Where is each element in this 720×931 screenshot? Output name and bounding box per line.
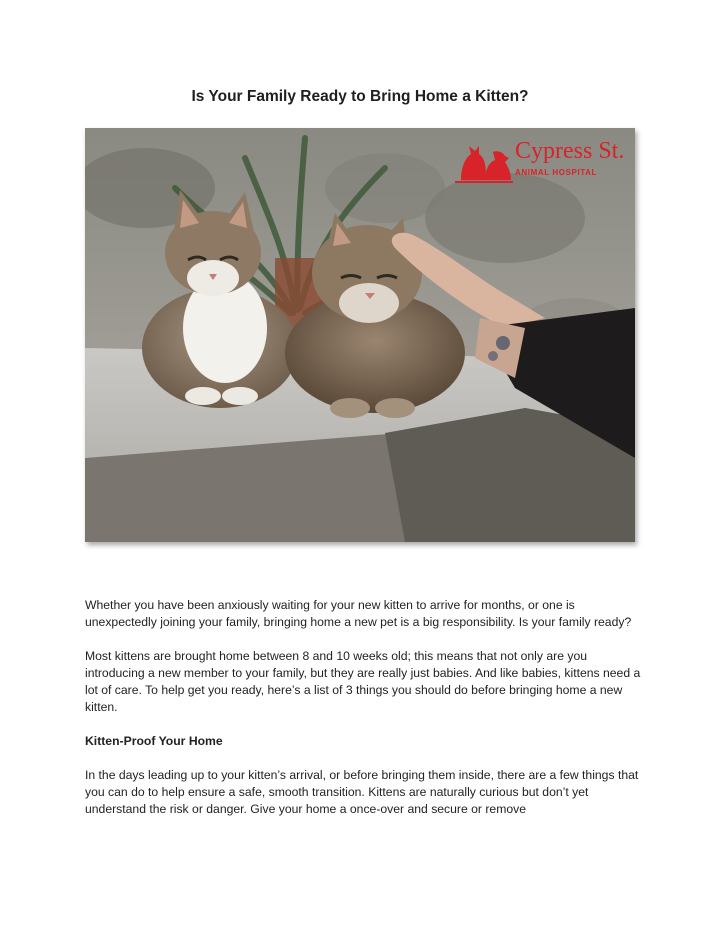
logo-subtitle: ANIMAL HOSPITAL bbox=[515, 168, 598, 177]
hospital-logo bbox=[455, 138, 625, 186]
kittens-photo bbox=[85, 128, 635, 542]
article-body bbox=[85, 597, 645, 835]
kittens-illustration bbox=[85, 128, 635, 542]
section-heading: Kitten-Proof Your Home bbox=[85, 734, 223, 748]
paragraph-intro: Whether you have been anxiously waiting for your new kitten to arrive for months, or one is unexpectedly joining your family, bringing home a new pet is a big responsibility. Is your family ready? bbox=[85, 598, 632, 629]
paragraph-age: Most kittens are brought home between 8 and 10 weeks old; this means that not only are you introducing a new member to your family, but they are really just babies. And like babies, kittens need a lot of care. To help get you ready, here’s a list of 3 things you should do before bringing home a new kitten. bbox=[85, 649, 641, 714]
section-paragraph: In the days leading up to your kitten’s arrival, or before bringing them inside, there are a few things that you can do to help ensure a safe, smooth transition. Kittens are naturally curious but don’t yet understand the risk or danger. Give your home a once-over and secure or remove bbox=[85, 768, 639, 816]
logo-name: Cypress St. bbox=[515, 138, 625, 164]
page-title: Is Your Family Ready to Bring Home a Kitten? bbox=[191, 88, 529, 105]
cat-dog-logo-icon bbox=[455, 140, 513, 184]
